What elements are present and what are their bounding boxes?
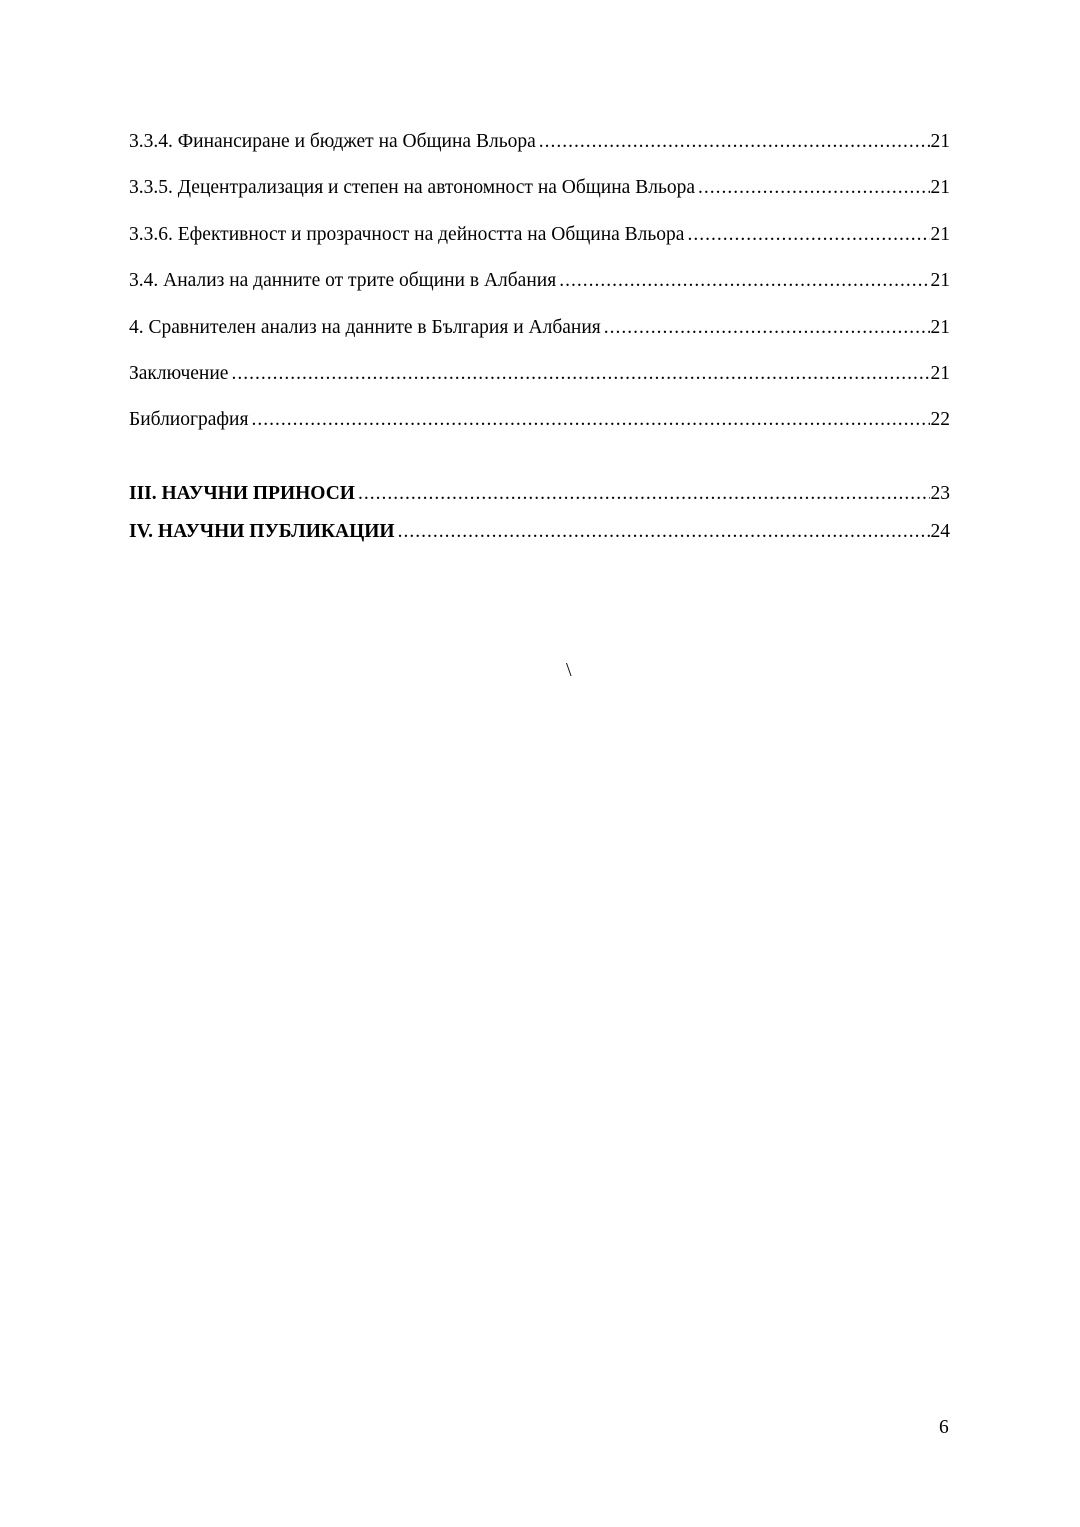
toc-entry-page: 21 — [930, 131, 950, 152]
toc-entry-page: 21 — [930, 270, 950, 292]
toc-entry-label: Заключение — [129, 362, 229, 384]
toc-entry — [129, 128, 950, 156]
toc-entry — [129, 406, 950, 434]
toc-entry-label: 4. Сравнителен анализ на данните в България и Албания — [129, 316, 601, 338]
page-number: 6 — [939, 1417, 949, 1438]
toc-dot-leader — [358, 480, 930, 508]
toc-entry-label: 3.3.4. Финансиране и бюджет на Община Вльора — [129, 131, 536, 152]
toc-entry-label: Библиография — [129, 409, 249, 431]
toc-section-page: 24 — [930, 521, 950, 543]
toc-entry-label: 3.4. Анализ на данните от трите общини в Албания — [129, 270, 557, 292]
toc-entry — [129, 174, 950, 202]
toc-section-entry — [129, 480, 950, 508]
toc-dot-leader — [604, 314, 930, 342]
toc-entry-label: 3.3.6. Ефективност и прозрачност на дейността на Община Вльора — [129, 223, 685, 245]
toc-section-page: 23 — [930, 483, 950, 505]
toc-entry-page: 21 — [930, 316, 950, 338]
toc-dot-leader — [539, 128, 930, 156]
toc-entry — [129, 360, 950, 388]
toc-entry-label: 3.3.5. Децентрализация и степен на автономност на Община Вльора — [129, 177, 695, 199]
toc-dot-leader — [698, 174, 930, 202]
toc-entry — [129, 221, 950, 249]
toc-section-entry — [129, 518, 950, 546]
toc-entry — [129, 267, 950, 295]
toc-dot-leader — [559, 267, 929, 295]
toc-dot-leader — [251, 406, 929, 434]
toc-dot-leader — [398, 518, 930, 546]
toc-entry-page: 21 — [930, 362, 950, 384]
toc-section-label: III. НАУЧНИ ПРИНОСИ — [129, 483, 355, 505]
toc-dot-leader — [687, 221, 929, 249]
toc-entry — [129, 314, 950, 342]
toc-dot-leader — [231, 360, 929, 388]
toc-entry-page: 21 — [930, 177, 950, 199]
table-of-contents — [129, 128, 950, 546]
toc-entry-page: 21 — [930, 223, 950, 245]
toc-section-label: IV. НАУЧНИ ПУБЛИКАЦИИ — [129, 521, 395, 543]
toc-entry-page: 22 — [930, 409, 950, 431]
stray-backslash: \ — [566, 659, 572, 681]
